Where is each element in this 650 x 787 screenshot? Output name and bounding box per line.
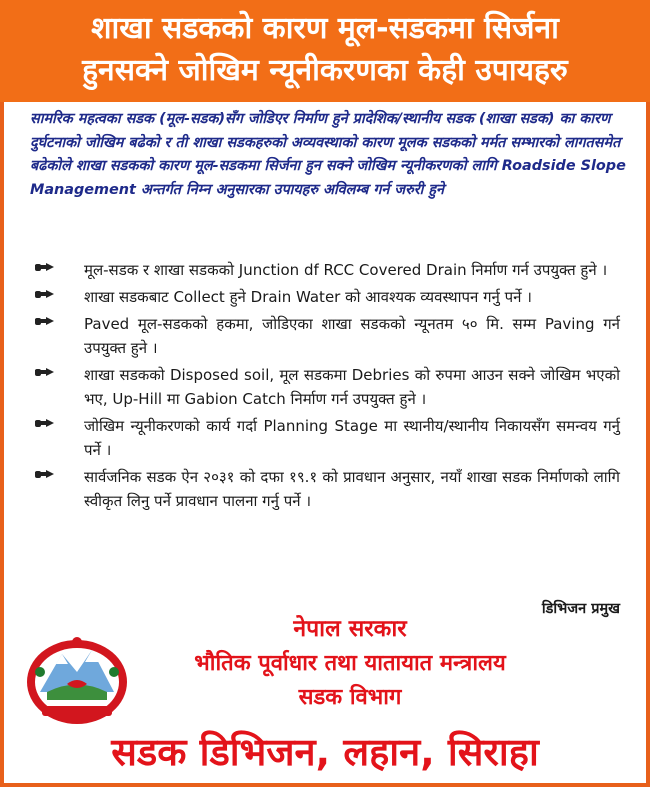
measures-list <box>30 258 620 516</box>
list-item <box>30 258 620 282</box>
nepal-emblem-icon <box>22 632 132 728</box>
header-title-line2: हुनसक्ने जोखिम न्यूनीकरणका केही उपायहरु <box>82 53 568 88</box>
pointing-hand-icon <box>34 260 56 274</box>
list-item <box>30 465 620 513</box>
signature-title: डिभिजन प्रमुख <box>541 601 620 617</box>
intro-paragraph: सामरिक महत्वका सडक (मूल-सडक)सँग जोडिएर निर्माण हुने प्रादेशिक/स्थानीय सडक (शाखा सडक) का कारण दुर्घटनाको जोखिम बढेको र ती शाखा सडकहरुको अव्यवस्थाको कारण मूलक सडकको मर्मत सम्भारको लागतसमेत बढेकोले शाखा सडकको कारण मूल-सडकमा सिर्जना हुन सक्ने जोखिम न्यूनीकरणको लागि Roadside Slope Management अन्तर्गत निम्न अनुसारका उपायहरु अविलम्ब गर्न जरुरी हुने <box>30 111 626 198</box>
list-item-text: जोखिम न्यूनीकरणको कार्य गर्दा Planning Stage मा स्थानीय/स्थानीय निकायसँग समन्वय गर्नु पर्ने । <box>84 417 620 459</box>
department-name: सडक विभाग <box>298 685 402 710</box>
pointing-hand-icon <box>34 365 56 379</box>
list-item-text: Paved मूल-सडकको हकमा, जोडिएका शाखा सडकको न्यूनतम ५० मि. सम्म Paving गर्न उपयुक्त हुने । <box>84 315 620 357</box>
list-item <box>30 312 620 360</box>
pointing-hand-icon <box>34 314 56 328</box>
list-item-text: सार्वजनिक सडक ऐन २०३१ को दफा १९.१ को प्रावधान अनुसार, नयाँ शाखा सडक निर्माणको लागि स्वीकृत लिनु पर्ने प्रावधान पालना गर्नु पर्ने । <box>84 468 620 510</box>
government-heading <box>130 612 570 714</box>
notice-header <box>0 0 650 102</box>
list-item-text: मूल-सडक र शाखा सडकको Junction df RCC Covered Drain निर्माण गर्न उपयुक्त हुने । <box>84 261 608 279</box>
division-name: सडक डिभिजन, लहान, सिराहा <box>111 730 539 774</box>
list-item-text: शाखा सडकको Disposed soil, मूल सडकमा Debries को रुपमा आउन सक्ने जोखिम भएको भए, Up-Hill मा Gabion Catch निर्माण गर्न उपयुक्त हुने । <box>84 366 620 408</box>
header-title-line1: शाखा सडकको कारण मूल-सडकमा सिर्जना <box>91 11 559 46</box>
government-name: नेपाल सरकार <box>293 616 407 642</box>
list-item <box>30 414 620 462</box>
list-item <box>30 285 620 309</box>
list-item-text: शाखा सडकबाट Collect हुने Drain Water को आवश्यक व्यवस्थापन गर्नु पर्ने । <box>84 288 532 306</box>
pointing-hand-icon <box>34 287 56 301</box>
list-item <box>30 363 620 411</box>
pointing-hand-icon <box>34 416 56 430</box>
pointing-hand-icon <box>34 467 56 481</box>
ministry-name: भौतिक पूर्वाधार तथा यातायात मन्त्रालय <box>194 651 506 676</box>
